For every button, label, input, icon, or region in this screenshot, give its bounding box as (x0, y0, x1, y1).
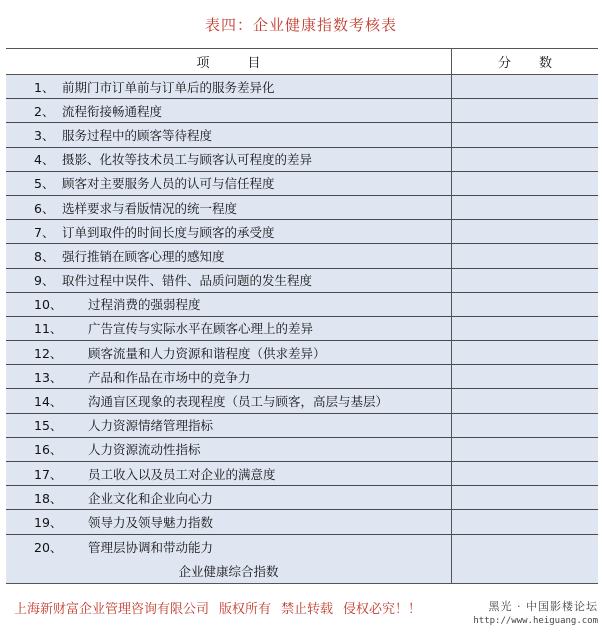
row-item-cell (6, 317, 452, 340)
table-row (6, 389, 598, 413)
row-text: 顾客对主要服务人员的认可与信任程度 (62, 176, 275, 192)
row-number: 16、 (34, 442, 63, 458)
row-number: 11、 (34, 321, 63, 337)
row-text: 订单到取件的时间长度与顾客的承受度 (62, 224, 275, 240)
table-row (6, 462, 598, 486)
row-score-cell[interactable] (452, 75, 598, 98)
row-number: 7、 (34, 224, 55, 240)
footer-no-repost: 禁止转载 (281, 602, 334, 617)
row-text: 管理层协调和带动能力 (88, 539, 214, 555)
row-item-cell (6, 244, 452, 267)
row-item-cell (6, 75, 452, 98)
row-number: 4、 (34, 152, 55, 168)
row-score-cell[interactable] (452, 293, 598, 316)
row-number: 13、 (34, 369, 63, 385)
table-body (6, 75, 598, 559)
footer-rights: 版权所有 (219, 602, 272, 617)
row-number: 10、 (34, 297, 63, 313)
row-score-cell[interactable] (452, 317, 598, 340)
row-text: 前期门市订单前与订单后的服务差异化 (62, 79, 275, 95)
row-item-cell (6, 438, 452, 461)
watermark (462, 598, 598, 626)
total-label: 企业健康综合指数 (6, 559, 452, 583)
table-row (6, 244, 598, 268)
page-title: 表四：企业健康指数考核表 (204, 16, 397, 34)
row-number: 9、 (34, 273, 55, 289)
row-score-cell[interactable] (452, 438, 598, 461)
row-item-cell (6, 414, 452, 437)
table-row (6, 510, 598, 534)
row-score-cell[interactable] (452, 244, 598, 267)
header-score: 分数 (497, 56, 580, 71)
row-number: 8、 (34, 248, 55, 264)
row-text: 员工收入以及员工对企业的满意度 (88, 466, 276, 482)
row-item-cell (6, 486, 452, 509)
row-number: 19、 (34, 514, 63, 530)
row-score-cell[interactable] (452, 196, 598, 219)
row-item-cell (6, 293, 452, 316)
row-text: 顾客流量和人力资源和谐程度（供求差异） (88, 345, 326, 361)
row-number: 14、 (34, 394, 63, 410)
footer-warning: 侵权必究！！ (343, 602, 422, 617)
row-score-cell[interactable] (452, 510, 598, 533)
row-score-cell[interactable] (452, 269, 598, 292)
row-text: 过程消费的强弱程度 (88, 297, 201, 313)
row-text: 人力资源情绪管理指标 (88, 418, 214, 434)
table-row (6, 293, 598, 317)
row-text: 广告宣传与实际水平在顾客心理上的差异 (88, 321, 314, 337)
header-item: 项目 (6, 49, 452, 74)
row-score-cell[interactable] (452, 414, 598, 437)
row-score-cell[interactable] (452, 99, 598, 122)
row-score-cell[interactable] (452, 220, 598, 243)
row-item-cell (6, 389, 452, 412)
footer-company: 上海新财富企业管理咨询有限公司 (14, 602, 210, 617)
row-item-cell (6, 510, 452, 533)
watermark-url: http://www.heiguang.com (473, 616, 598, 626)
row-number: 2、 (34, 103, 55, 119)
row-score-cell[interactable] (452, 389, 598, 412)
table-row (6, 414, 598, 438)
table-row (6, 317, 598, 341)
row-item-cell (6, 196, 452, 219)
row-text: 沟通盲区现象的表现程度（员工与顾客，高层与基层） (88, 394, 389, 410)
row-number: 17、 (34, 466, 63, 482)
row-text: 选样要求与看版情况的统一程度 (62, 200, 238, 216)
table-row (6, 220, 598, 244)
row-text: 人力资源流动性指标 (88, 442, 201, 458)
row-item-cell (6, 172, 452, 195)
assessment-table (6, 48, 598, 584)
row-text: 流程衔接畅通程度 (62, 103, 163, 119)
row-item-cell (6, 535, 452, 559)
table-row (6, 486, 598, 510)
row-score-cell[interactable] (452, 486, 598, 509)
row-text: 企业文化和企业向心力 (88, 490, 214, 506)
table-row (6, 196, 598, 220)
row-score-cell[interactable] (452, 341, 598, 364)
total-score-cell[interactable] (452, 559, 598, 583)
watermark-site-name: 黑光 · 中国影楼论坛 (488, 600, 598, 613)
row-text: 摄影、化妆等技术员工与顾客认可程度的差异 (62, 152, 313, 168)
row-number: 6、 (34, 200, 55, 216)
copyright-footer (14, 598, 421, 617)
row-score-cell[interactable] (452, 123, 598, 146)
row-score-cell[interactable] (452, 535, 598, 559)
row-score-cell[interactable] (452, 462, 598, 485)
row-number: 20、 (34, 539, 63, 555)
table-row (6, 148, 598, 172)
table-row (6, 341, 598, 365)
row-number: 15、 (34, 418, 63, 434)
row-number: 1、 (34, 79, 55, 95)
row-score-cell[interactable] (452, 172, 598, 195)
row-item-cell (6, 123, 452, 146)
row-item-cell (6, 99, 452, 122)
row-score-cell[interactable] (452, 365, 598, 388)
table-row (6, 365, 598, 389)
row-item-cell (6, 220, 452, 243)
row-item-cell (6, 148, 452, 171)
table-row (6, 75, 598, 99)
table-row (6, 172, 598, 196)
row-text: 强行推销在顾客心理的感知度 (62, 248, 225, 264)
row-item-cell (6, 365, 452, 388)
row-item-cell (6, 269, 452, 292)
table-row (6, 99, 598, 123)
table-row (6, 123, 598, 147)
row-text: 取件过程中误件、错件、品质问题的发生程度 (62, 273, 313, 289)
table-header-row (6, 49, 598, 75)
table-row (6, 438, 598, 462)
row-item-cell (6, 462, 452, 485)
table-row (6, 269, 598, 293)
row-score-cell[interactable] (452, 148, 598, 171)
row-number: 18、 (34, 490, 63, 506)
row-text: 领导力及领导魅力指数 (88, 514, 214, 530)
row-text: 服务过程中的顾客等待程度 (62, 127, 213, 143)
row-number: 3、 (34, 127, 55, 143)
table-row (6, 535, 598, 559)
table-total-row (6, 559, 598, 583)
row-text: 产品和作品在市场中的竞争力 (88, 369, 251, 385)
row-number: 5、 (34, 176, 55, 192)
row-number: 12、 (34, 345, 63, 361)
row-item-cell (6, 341, 452, 364)
